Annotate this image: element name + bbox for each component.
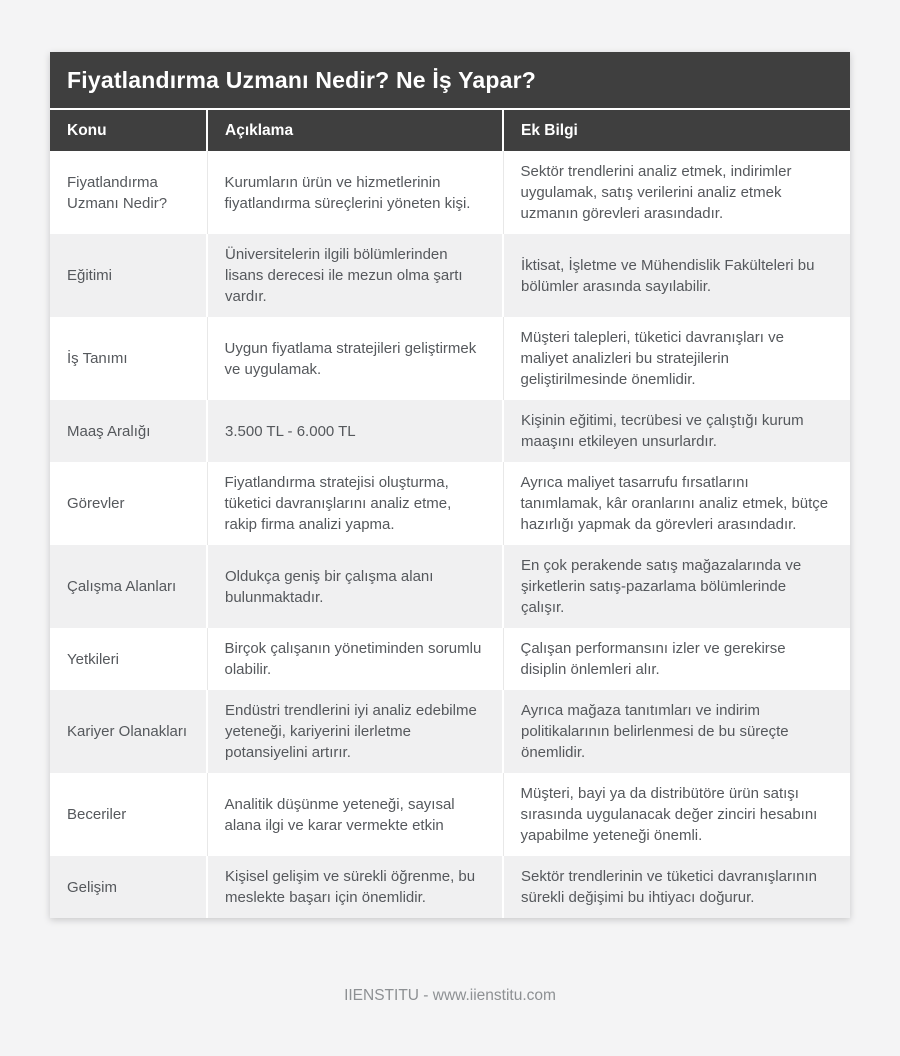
column-header-ek-bilgi: Ek Bilgi [503, 109, 850, 151]
ek-bilgi-cell: Müşteri, bayi ya da distribütöre ürün satışı sırasında uygulanacak değer zinciri hesabını yapabilme yeteneği önemli. [503, 773, 850, 856]
aciklama-cell: Üniversitelerin ilgili bölümlerinden lisans derecesi ile mezun olma şartı vardır. [207, 234, 503, 317]
table-body [50, 151, 850, 918]
ek-bilgi-cell: Müşteri talepleri, tüketici davranışları ve maliyet analizleri bu stratejilerin geliştirilmesinde önemlidir. [503, 317, 850, 400]
konu-cell: Çalışma Alanları [50, 545, 207, 628]
ek-bilgi-cell: Ayrıca mağaza tanıtımları ve indirim politikalarının belirlenmesi de bu süreçte önemlidir. [503, 690, 850, 773]
ek-bilgi-cell: Ayrıca maliyet tasarrufu fırsatlarını tanımlamak, kâr oranlarını analiz etmek, bütçe hazırlığı yapmak da görevleri arasındadır. [503, 462, 850, 545]
ek-bilgi-cell: En çok perakende satış mağazalarında ve şirketlerin satış-pazarlama bölümlerinde çalışır. [503, 545, 850, 628]
konu-cell: Beceriler [50, 773, 207, 856]
ek-bilgi-cell: Kişinin eğitimi, tecrübesi ve çalıştığı kurum maaşını etkileyen unsurlardır. [503, 400, 850, 462]
konu-cell: Görevler [50, 462, 207, 545]
konu-cell: Yetkileri [50, 628, 207, 690]
table-row [50, 234, 850, 317]
page-title: Fiyatlandırma Uzmanı Nedir? Ne İş Yapar? [50, 52, 850, 108]
konu-cell: Gelişim [50, 856, 207, 918]
konu-cell: İş Tanımı [50, 317, 207, 400]
aciklama-cell: Birçok çalışanın yönetiminden sorumlu olabilir. [207, 628, 503, 690]
aciklama-cell: Oldukça geniş bir çalışma alanı bulunmaktadır. [207, 545, 503, 628]
table-row [50, 462, 850, 545]
aciklama-cell: Kişisel gelişim ve sürekli öğrenme, bu meslekte başarı için önemlidir. [207, 856, 503, 918]
table-row [50, 773, 850, 856]
table-row [50, 545, 850, 628]
konu-cell: Fiyatlandırma Uzmanı Nedir? [50, 151, 207, 234]
ek-bilgi-cell: Sektör trendlerini analiz etmek, indirimler uygulamak, satış verilerini analiz etmek uzmanın görevleri arasındadır. [503, 151, 850, 234]
aciklama-cell: Endüstri trendlerini iyi analiz edebilme yeteneği, kariyerini ilerletme potansiyelini artırır. [207, 690, 503, 773]
table-row [50, 400, 850, 462]
ek-bilgi-cell: Çalışan performansını izler ve gerekirse disiplin önlemleri alır. [503, 628, 850, 690]
table-row [50, 317, 850, 400]
konu-cell: Maaş Aralığı [50, 400, 207, 462]
table-header [50, 109, 850, 151]
aciklama-cell: Kurumların ürün ve hizmetlerinin fiyatlandırma süreçlerini yöneten kişi. [207, 151, 503, 234]
aciklama-cell: 3.500 TL - 6.000 TL [207, 400, 503, 462]
table-row [50, 856, 850, 918]
table-row [50, 628, 850, 690]
column-header-konu: Konu [50, 109, 207, 151]
aciklama-cell: Analitik düşünme yeteneği, sayısal alana ilgi ve karar vermekte etkin [207, 773, 503, 856]
info-table [50, 108, 850, 918]
aciklama-cell: Fiyatlandırma stratejisi oluşturma, tüketici davranışlarını analiz etme, rakip firma analizi yapma. [207, 462, 503, 545]
konu-cell: Eğitimi [50, 234, 207, 317]
ek-bilgi-cell: İktisat, İşletme ve Mühendislik Fakülteleri bu bölümler arasında sayılabilir. [503, 234, 850, 317]
konu-cell: Kariyer Olanakları [50, 690, 207, 773]
table-row [50, 151, 850, 234]
table-row [50, 690, 850, 773]
header-row [50, 109, 850, 151]
column-header-aciklama: Açıklama [207, 109, 503, 151]
aciklama-cell: Uygun fiyatlama stratejileri geliştirmek ve uygulamak. [207, 317, 503, 400]
footer-text: IIENSTITU - www.iienstitu.com [344, 987, 556, 1004]
ek-bilgi-cell: Sektör trendlerinin ve tüketici davranışlarının sürekli değişimi bu ihtiyacı doğurur. [503, 856, 850, 918]
info-table-card [50, 52, 850, 918]
